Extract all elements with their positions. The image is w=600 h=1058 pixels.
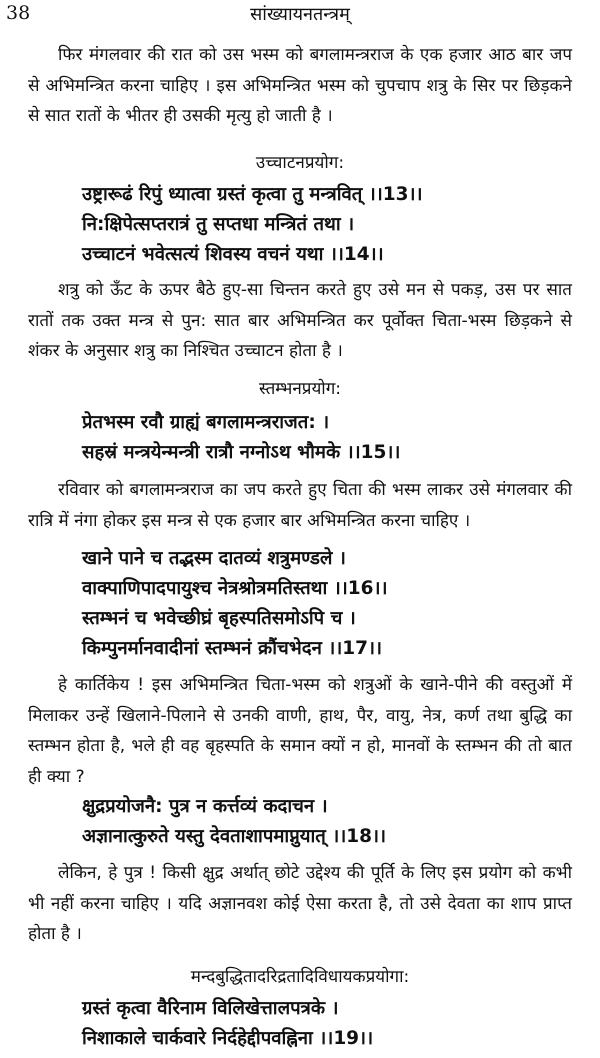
page-header — [0, 2, 600, 30]
verse-line: नि:क्षिपेत्सप्तरात्रं तु सप्तधा मन्त्रितं तथा । — [82, 214, 355, 235]
heading-text: मन्दबुद्धितादरिद्रतादिविधायकप्रयोगा: — [190, 967, 410, 987]
paragraph-5 — [0, 858, 600, 950]
verse-line: सहस्रं मन्त्रयेन्मन्त्री रात्रौ नग्नोऽथ भौमके ।।15।। — [82, 442, 401, 463]
verse-block-19 — [0, 994, 600, 1054]
verse-block-13-14 — [0, 180, 600, 270]
verse-line: ग्रस्तं कृत्वा वैरिनाम विलिखेत्तालपत्रके । — [82, 998, 339, 1019]
paragraph-text: लेकिन, हे पुत्र ! किसी क्षुद्र अर्थात् छोटे उद्देश्य की पूर्ति के लिए इस प्रयोग को कभी भी नहीं करना चाहिए । यदि अज्ञानवश कोई ऐसा करता है, तो उसे देवता का शाप प्राप्त होता है । — [28, 863, 572, 944]
paragraph-text: रविवार को बगलामन्त्रराज का जप करते हुए चिता की भस्म लाकर उसे मंगलवार की रात्रि में नंगा होकर इस मन्त्र से एक हजार बार अभिमन्त्रित करना चाहिए । — [28, 480, 572, 531]
verse-line: खाने पाने च तद्भस्म दातव्यं शत्रुमण्डले । — [82, 548, 346, 569]
page-number: 38 — [6, 2, 31, 24]
verse-line: निशाकाले चार्कवारे निर्दहेद्दीपवह्निना ।।19।। — [82, 1028, 374, 1049]
verse-line: किम्पुनर्मानवादीनां स्तम्भनं क्रौंचभेदन ।।17।। — [82, 638, 383, 659]
verse-line: स्तम्भनं च भवेच्छीघ्रं बृहस्पतिसमोऽपि च । — [82, 608, 356, 629]
verse-block-15 — [0, 408, 600, 468]
paragraph-text: हे कार्तिकेय ! इस अभिमन्त्रित चिता-भस्म को शत्रुओं के खाने-पीने की वस्तुओं में मिलाकर उन्हें खिलाने-पिलाने से उनकी वाणी, हाथ, पैर, वायु, नेत्र, कर्ण तथा बुद्धि का स्तम्भन होता है, भले ही वह बृहस्पति के समान क्यों न हो, मानवों के स्तम्भन की तो बात ही क्या ? — [28, 675, 572, 787]
verse-line: उच्चाटनं भवेत्सत्यं शिवस्य वचनं यथा ।।14।। — [82, 244, 384, 265]
verse-line: वाक्पाणिपादपायुश्च नेत्रश्रोत्रमतिस्तथा ।।16।। — [82, 578, 388, 599]
verse-line: क्षुद्रप्रयोजनै: पुत्र न कर्त्तव्यं कदाचन । — [82, 796, 328, 817]
verse-line: अज्ञानात्कुरुते यस्तु देवताशापमाप्नुयात् ।।18।। — [82, 826, 387, 847]
verse-block-16-17 — [0, 544, 600, 664]
section-heading-uchchatan — [0, 148, 600, 178]
paragraph-1 — [0, 40, 600, 132]
verse-line: प्रेतभस्म रवौ ग्राह्यं बगलामन्त्रराजत: । — [82, 412, 330, 433]
paragraph-4 — [0, 670, 600, 792]
paragraph-2 — [0, 275, 600, 367]
running-title: सांख्यायनतन्त्रम् — [250, 4, 350, 25]
heading-text: स्तम्भनप्रयोग: — [258, 379, 342, 399]
paragraph-text: फिर मंगलवार की रात को उस भस्म को बगलामन्त्रराज के एक हजार आठ बार जप से अभिमन्त्रित करना चाहिए । इस अभिमन्त्रित भस्म को चुपचाप शत्रु के सिर पर छिड़कने से सात रातों के भीतर ही उसकी मृत्यु हो जाती है । — [28, 45, 572, 126]
paragraph-text: शत्रु को ऊँट के ऊपर बैठे हुए-सा चिन्तन करते हुए उसे मन से पकड़, उस पर सात रातों तक उक्त मन्त्र से पुन: सात बार अभिमन्त्रित कर पूर्वोक्त चिता-भस्म छिड़कने से शंकर के अनुसार शत्रु का निश्चित उच्चाटन होता है । — [28, 280, 572, 361]
heading-text: उच्चाटनप्रयोग: — [255, 153, 345, 173]
section-heading-mandbuddhi — [0, 962, 600, 992]
verse-line: उष्ट्रारूढं रिपुं ध्यात्वा ग्रस्तं कृत्वा तु मन्त्रवित् ।।13।। — [82, 184, 423, 205]
paragraph-3 — [0, 475, 600, 536]
section-heading-stambhan — [0, 374, 600, 404]
verse-block-18 — [0, 792, 600, 852]
